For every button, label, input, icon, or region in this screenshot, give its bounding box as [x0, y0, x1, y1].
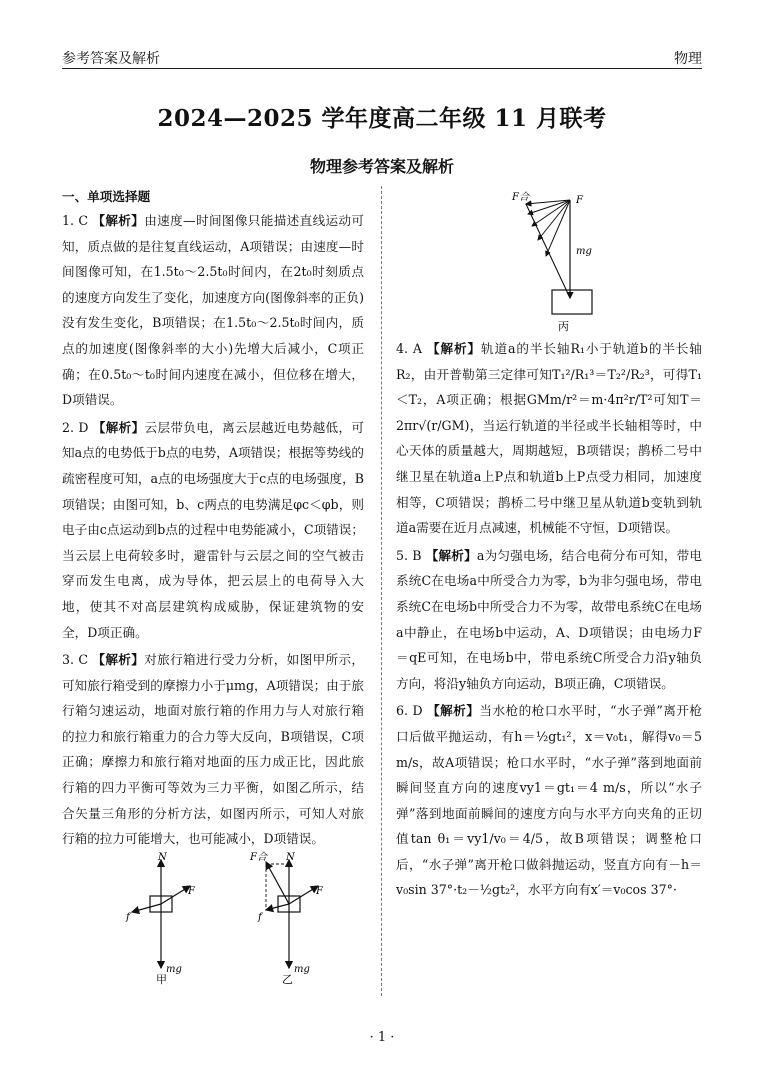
diagram-yi [249, 851, 324, 986]
question-6 [396, 698, 702, 903]
label-F: F [576, 195, 583, 206]
question-number: 5. B [396, 547, 422, 563]
analysis-tag: 【解析】 [92, 213, 145, 228]
analysis-text: 轨道a的半长轴R₁小于轨道b的半长轴R₂，由开普勒第三定律可知T₁²/R₁³＝T₂²/R₂³，可得T₁＜T₂，A项正确；根据GMm/r²＝m·4π²r/T²可知T＝2πr√(r/GM)，当运行轨道的半径或半长轴相等时，中心天体的质量越大，周期越短，B项错误；鹊桥二号中继卫星在轨道a上P点和轨道b上P点受力相同，加速度相等，C项错误；鹊桥二号中继卫星从轨道b变轨到轨道a需要在近月点减速，机械能不守恒，D项错误。 [396, 341, 702, 536]
page-number: · 1 · [369, 1030, 395, 1045]
label-f: f [258, 912, 262, 923]
column-divider [381, 186, 382, 996]
section-heading: 一、单项选择题 [62, 189, 151, 204]
analysis-text: a为匀强电场，结合电荷分布可知，带电系统C在电场a中所受合力为零，b为非匀强电场，带电系统C在电场b中所受合力不为零，故带电系统C在电场a中静止，在电场b中运动，A、D项错误；由电场力F＝qE可知，在电场b中，带电系统C所受合力沿y轴负方向，将沿y轴负方向运动，B项正确，C项错误。 [396, 547, 702, 691]
question-number: 2. D [62, 419, 89, 435]
analysis-text: 由速度—时间图像只能描述直线运动可知，质点做的是往复直线运动，A项错误；由速度—时间图像可知，在1.5t₀～2.5t₀时间内，在2t₀时刻质点的速度方向发生了变化，加速度方向(图像斜率的正负)没有发生变化，B项错误；在1.5t₀～2.5t₀时间内，质点的加速度(图像斜率的大小)先增大后减小，C项正确；在0.5t₀～t₀时间内速度在减小，但位移在增大，D项错误。 [62, 213, 365, 408]
analysis-text: 对旅行箱进行受力分析，如图甲所示，可知旅行箱受到的摩擦力小于μmg，A项错误；由于旅行箱匀速运动，地面对旅行箱的作用力与人对旅行箱的拉力和旅行箱重力的合力等大反向，B项错误，C项正确；摩擦力和旅行箱对地面的压力成正比，因此旅行箱的四力平衡可等效为三力平衡，如图乙所示，结合矢量三角形的分析方法，如图丙所示，可知人对旅行箱的拉力可能增大，也可能减小，D项错误。 [62, 652, 365, 847]
caption-bing: 丙 [558, 320, 569, 333]
question-number: 1. C [62, 213, 89, 228]
label-F: F [316, 886, 323, 897]
page-header [62, 42, 702, 69]
label-Fhe: F合 [250, 852, 267, 863]
analysis-text: 当水枪的枪口水平时，“水子弹”离开枪口后做平抛运动，有h＝½gt₁²，x＝v₀t₁，解得v₀＝5 m/s，故A项错误；枪口水平时，“水子弹”落到地面前瞬间竖直方向的速度vy1＝gt₁＝4 m/s，所以“水子弹”落到地面前瞬间的速度方向与水平方向夹角的正切值tan θ₁＝vy1/v₀＝4/5，故B项错误；调整枪口后，“水子弹”离开枪口做斜抛运动，竖直方向有－h＝v₀sin 37°·t₂－½gt₂²，水平方向有x′＝v₀cos 37°· [396, 703, 702, 898]
question-2 [62, 415, 364, 645]
question-1 [62, 208, 364, 413]
question-5 [396, 543, 702, 697]
analysis-tag: 【解析】 [92, 652, 145, 668]
left-column [62, 186, 364, 854]
label-f: f [126, 912, 130, 923]
page-title: 2024—2025 学年度高二年级 11 月联考 [157, 105, 607, 132]
question-number: 3. C [62, 652, 89, 668]
label-N: N [286, 852, 295, 863]
label-mg: mg [294, 964, 310, 975]
force-diagrams-jia-yi [110, 850, 350, 990]
analysis-tag: 【解析】 [427, 703, 480, 719]
question-3 [62, 647, 364, 852]
header-right: 物理 [674, 51, 702, 67]
label-mg: mg [576, 246, 592, 257]
question-number: 6. D [396, 703, 423, 719]
header-left: 参考答案及解析 [62, 51, 160, 67]
label-Fhe: F合 [512, 192, 529, 203]
question-4 [396, 336, 702, 541]
label-N: N [158, 852, 167, 863]
analysis-text: 云层带负电，离云层越近电势越低，可知a点的电势低于b点的电势，A项错误；根据等势线的疏密程度可知，a点的电场强度大于c点的电场强度，B项错误；由图可知，b、c两点的电势满足φc＜φb，则电子由c点运动到b点的过程中电势能减小，C项错误；当云层上电荷较多时，避雷针与云层之间的空气被击穿而发生电离，成为导体，把云层上的电荷导入大地，使其不对高层建筑构成威胁，保证建筑物的安全，D项正确。 [62, 419, 364, 640]
diagram-jia [125, 852, 196, 986]
question-number: 4. A [396, 341, 423, 356]
caption-yi: 乙 [282, 973, 293, 986]
page-subtitle: 物理参考答案及解析 [309, 157, 454, 176]
analysis-tag: 【解析】 [425, 547, 477, 563]
force-diagram-bing [496, 188, 606, 338]
caption-jia: 甲 [156, 973, 167, 986]
analysis-tag: 【解析】 [426, 341, 481, 356]
label-mg: mg [166, 964, 182, 975]
label-F: F [188, 886, 195, 897]
right-column [396, 336, 702, 905]
analysis-tag: 【解析】 [92, 419, 145, 435]
